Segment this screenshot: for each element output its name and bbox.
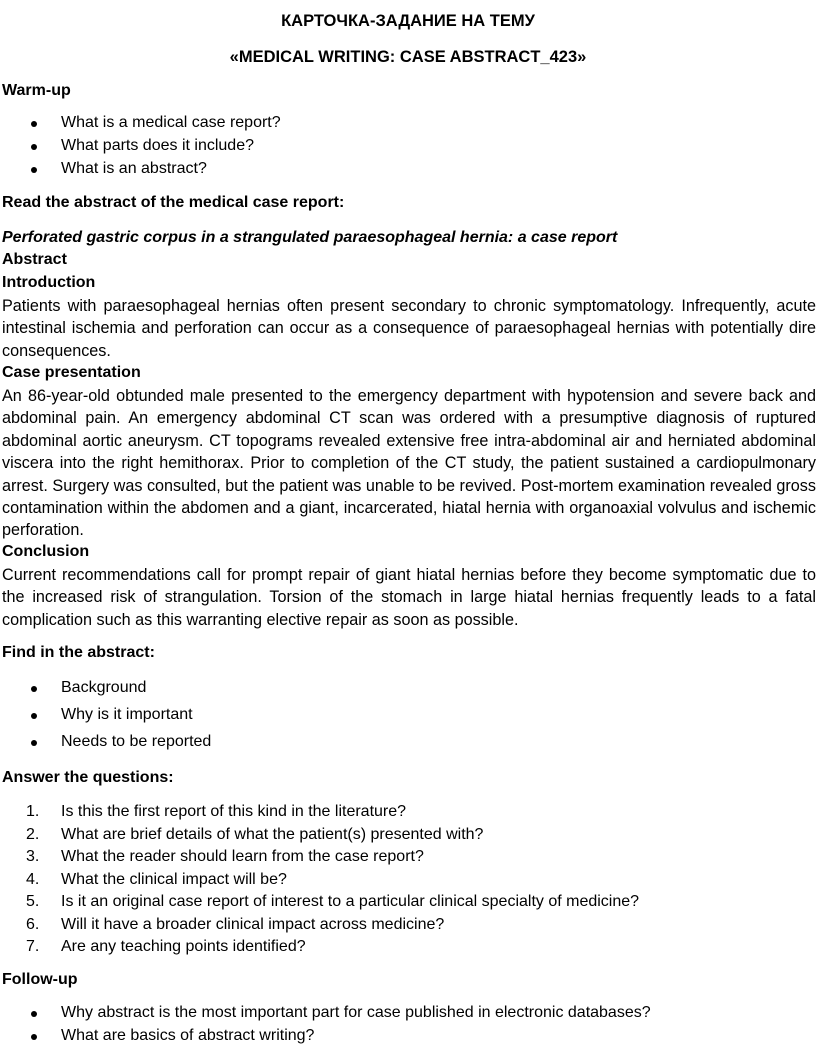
list-item: What is an abstract? [0,160,816,182]
bullet-icon [31,713,37,719]
read-heading: Read the abstract of the medical case report: [2,194,345,211]
list-item: What parts does it include? [0,137,816,159]
list-item: Why abstract is the most important part for case published in electronic databases? [0,1004,816,1026]
find-heading: Find in the abstract: [2,644,155,661]
list-item: Why is it important [0,706,816,728]
list-item: Background [0,679,816,701]
conclusion-label: Conclusion [2,543,90,560]
warmup-heading: Warm-up [2,82,71,99]
bullet-icon [31,686,37,692]
list-item: 4. What the clinical impact will be? [26,870,287,888]
list-item: 2. What are brief details of what the patient(s) presented with? [26,825,484,843]
article-title: Perforated gastric corpus in a strangulated paraesophageal hernia: a case report [2,229,618,246]
list-item: What are basics of abstract writing? [0,1027,816,1049]
list-item: 5. Is it an original case report of interest to a particular clinical specialty of medicine? [26,893,640,910]
bullet-icon [31,1011,37,1017]
bullet-icon [31,167,37,173]
list-item: Needs to be reported [0,733,816,755]
case-presentation-text: An 86-year-old obtunded male presented to the emergency department with hypotension and severe back and abdominal pain. An emergency abdominal CT scan was ordered with a presumptive diagnosis of ruptured abdominal aortic aneurysm. CT topograms revealed extensive free intra-abdominal air and herniated abdominal viscera into the right hemithorax. Prior to completion of the CT study, the patient sustained a cardiopulmonary arrest. Surgery was consulted, but the patient was unable to be revived. Post-mortem examination revealed gross contamination within the abdomen and a giant, incarcerated, hiatal hernia with organoaxial volvulus and ischemic perforation. [2,387,816,540]
answer-heading: Answer the questions: [2,769,174,786]
list-item: 6. Will it have a broader clinical impact across medicine? [26,915,445,933]
list-item: What is a medical case report? [0,114,816,136]
bullet-icon [31,1034,37,1040]
list-item: 3. What the reader should learn from the case report? [26,848,424,865]
conclusion-text: Current recommendations call for prompt repair of giant hiatal hernias before they become symptomatic due to the increased risk of strangulation. Torsion of the stomach in large hiatal hernias frequently leads to a fatal complication such as this warranting elective repair as soon as possible. [2,566,816,629]
case-presentation-label: Case presentation [2,364,141,381]
introduction-label: Introduction [2,274,96,291]
list-item: 7. Are any teaching points identified? [26,938,306,955]
list-item: 1. Is this the first report of this kind in the literature? [26,803,407,820]
followup-heading: Follow-up [2,971,78,988]
bullet-icon [31,740,37,746]
worksheet-title-line2: «MEDICAL WRITING: CASE ABSTRACT_423» [229,48,587,66]
introduction-text: Patients with paraesophageal hernias often present secondary to chronic symptomatology. Infrequently, acute intestinal ischemia and perforation can occur as a consequence of paraesophageal hernias with potentially dire consequences. [2,297,816,360]
worksheet-title-line1: КАРТОЧКА-ЗАДАНИЕ НА ТЕМУ [281,12,535,30]
bullet-icon [31,144,37,150]
bullet-icon [31,121,37,127]
abstract-label: Abstract [2,251,67,268]
